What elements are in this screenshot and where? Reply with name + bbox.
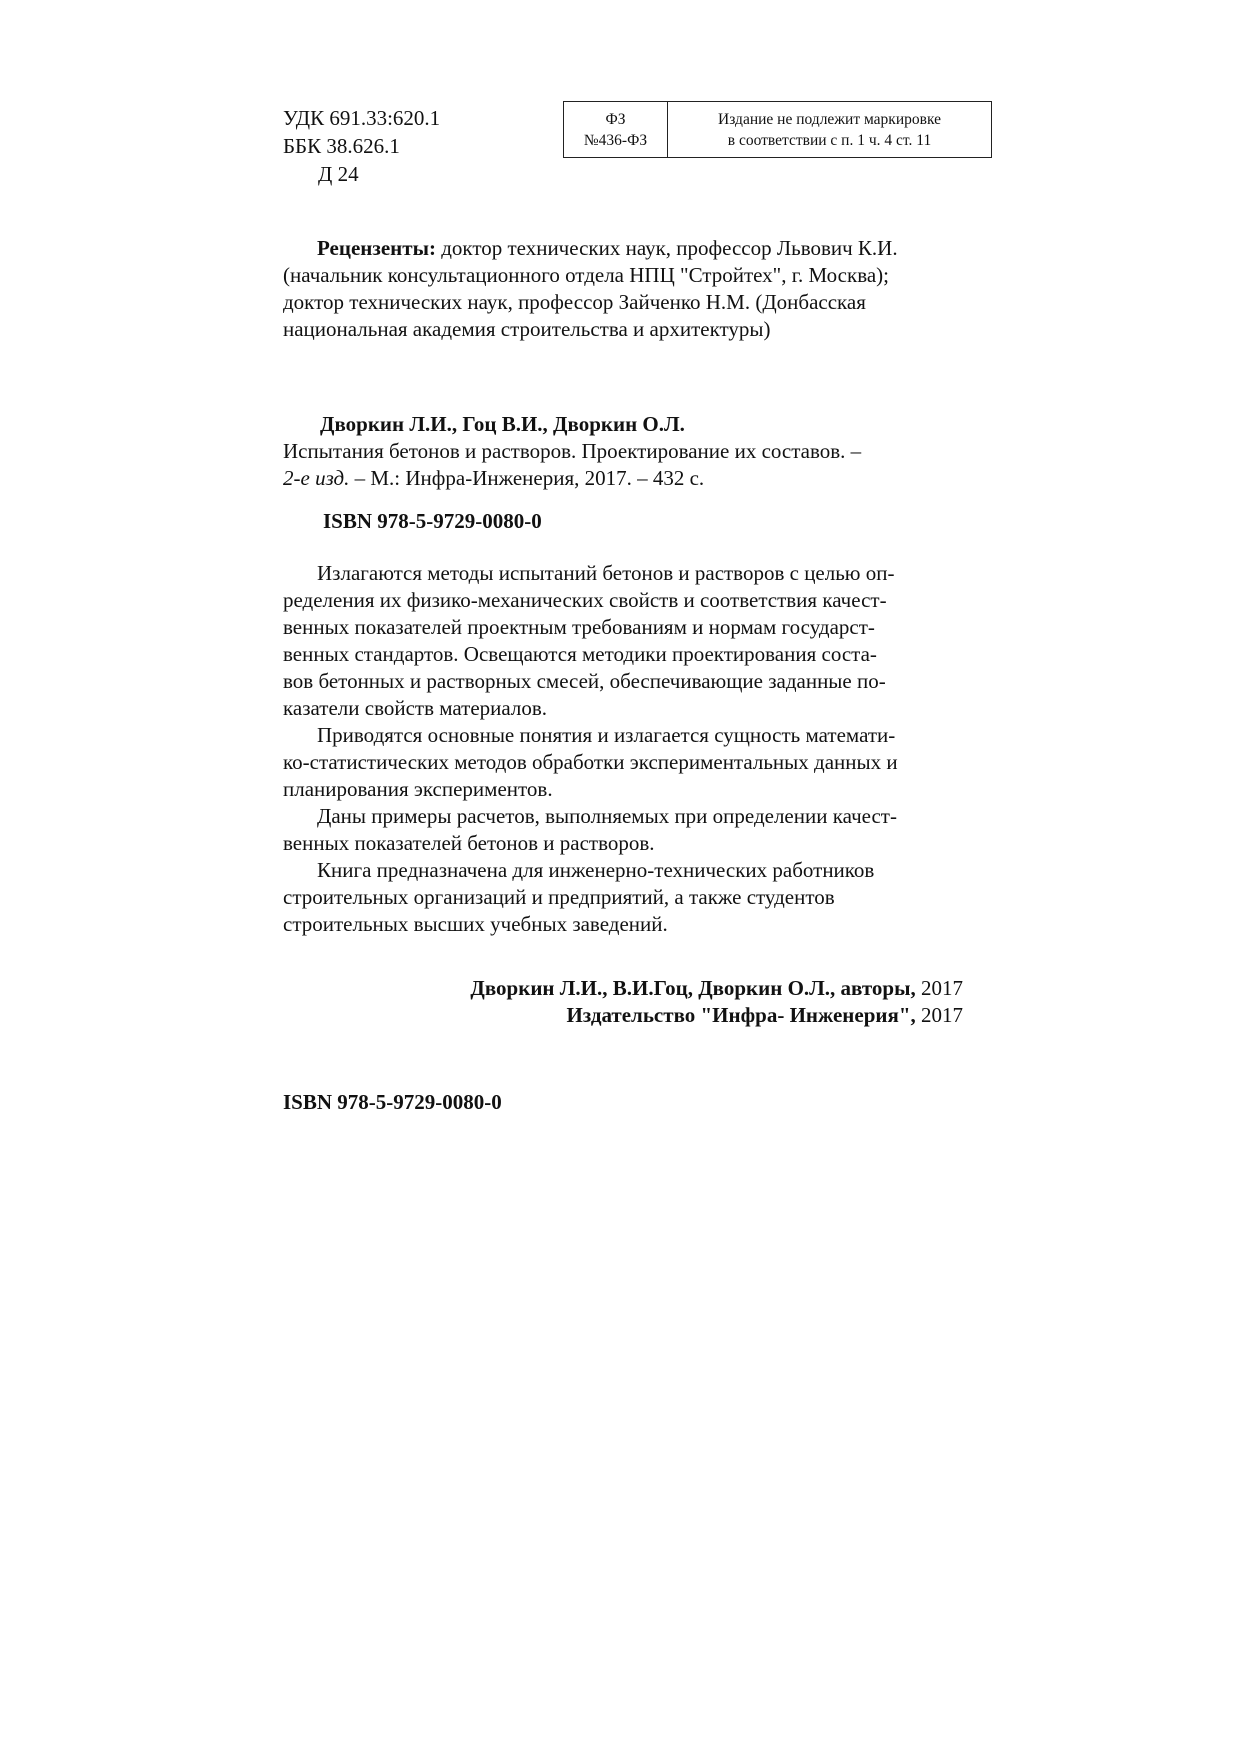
marking-note-line-1: Издание не подлежит маркировке [718,110,941,128]
abstract-line: планирования экспериментов. [283,777,553,801]
law-line-1: ФЗ [605,110,626,128]
reviewer-line-1: доктор технических наук, профессор Львович К.И. [435,236,898,260]
reviewer-line-4: национальная академия строительства и архитектуры) [283,317,771,341]
abstract-line: Излагаются методы испытаний бетонов и растворов с целью оп- [317,561,895,585]
author-mark: Д 24 [318,162,359,186]
reviewers-label: Рецензенты: [317,236,436,260]
abstract-line: строительных организаций и предприятий, а также студентов [283,885,835,909]
law-cell [564,102,668,157]
abstract-line: венных показателей проектным требованиям и нормам государст- [283,615,875,639]
abstract-line: строительных высших учебных заведений. [283,912,668,936]
bib-title: Испытания бетонов и растворов. Проектирование их составов. – [283,439,862,463]
abstract-line: Книга предназначена для инженерно-технических работников [317,858,875,882]
abstract-line: венных показателей бетонов и растворов. [283,831,655,855]
reviewers-block [283,235,963,343]
abstract-line: вов бетонных и растворных смесей, обеспечивающие заданные по- [283,669,886,693]
marking-note-cell [668,102,991,157]
classification-codes [283,104,440,188]
udk-code: УДК 691.33:620.1 [283,106,441,130]
copyright-authors: Дворкин Л.И., В.И.Гоц, Дворкин О.Л., авторы, [470,976,916,1000]
reviewer-line-3: доктор технических наук, профессор Зайченко Н.М. (Донбасская [283,290,866,314]
copyright-publisher: Издательство "Инфра- Инженерия", [566,1003,916,1027]
bib-authors: Дворкин Л.И., Гоц В.И., Дворкин О.Л. [320,412,685,436]
copyright-block [283,975,963,1029]
abstract-line: Даны примеры расчетов, выполняемых при определении качест- [317,804,897,828]
bib-edition: 2-е изд. [283,466,350,490]
copyright-authors-year: 2017 [915,976,963,1000]
abstract-line: ределения их физико-механических свойств и соответствия качест- [283,588,887,612]
abstract-line: венных стандартов. Освещаются методики проектирования соста- [283,642,877,666]
abstract [283,560,963,938]
bbk-code: ББК 38.626.1 [283,134,400,158]
isbn-top: ISBN 978-5-9729-0080-0 [323,509,542,533]
isbn-bottom: ISBN 978-5-9729-0080-0 [283,1090,502,1114]
abstract-line: Приводятся основные понятия и излагается сущность математи- [317,723,896,747]
bibliographic-record [283,411,963,492]
abstract-line: казатели свойств материалов. [283,696,548,720]
copyright-publisher-year: 2017 [915,1003,963,1027]
marking-box [563,101,992,158]
bib-publisher: – М.: Инфра-Инженерия, 2017. – 432 с. [349,466,705,490]
marking-note-line-2: в соответствии с п. 1 ч. 4 ст. 11 [727,131,932,149]
abstract-line: ко-статистических методов обработки экспериментальных данных и [283,750,898,774]
reviewer-line-2: (начальник консультационного отдела НПЦ "Стройтех", г. Москва); [283,263,889,287]
law-line-2: №436-ФЗ [583,131,648,149]
